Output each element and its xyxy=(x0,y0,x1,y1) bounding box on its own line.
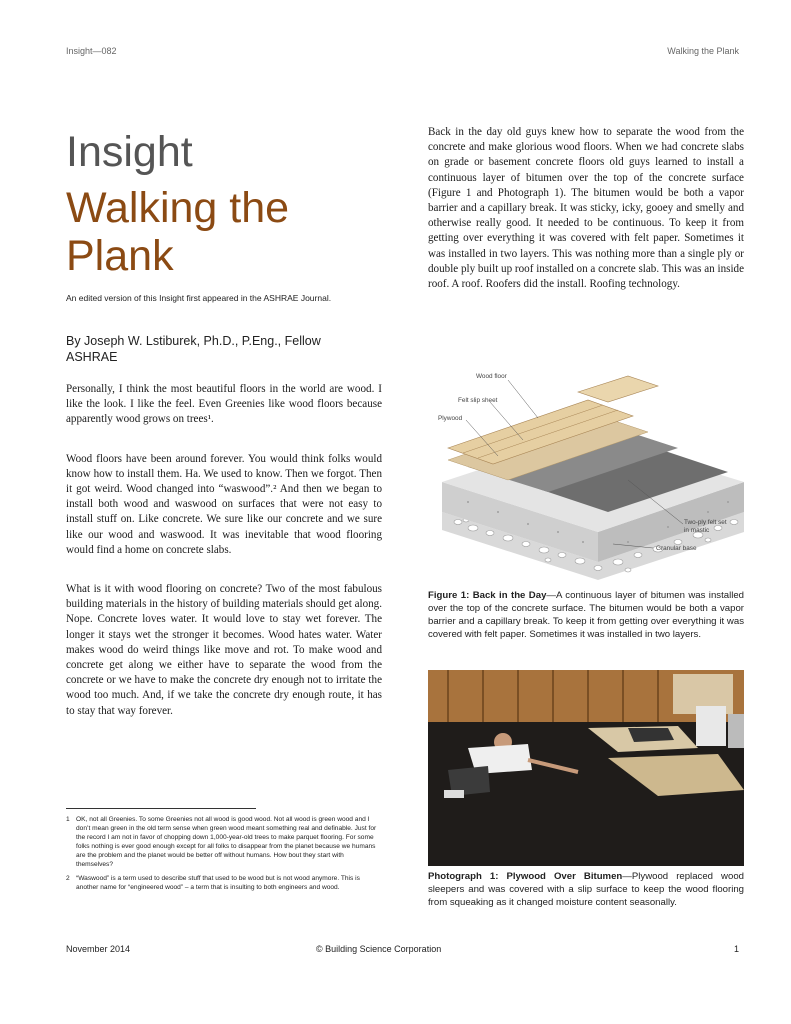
footnote-divider xyxy=(66,808,256,809)
bucket xyxy=(696,706,726,746)
left-column xyxy=(66,382,382,743)
paragraph: Wood floors have been around forever. You would think folks would know how to install them. Ha. We used to know. Then we forgot. Then it got weird. Wood changed into “waswood”.² And then we began to install both wood and waswood on surfaces that were not easy to install stuff on. Like concrete. We sure like our concrete and we sure like our wood and waswood. It was inevitable that wood flooring would find a home on concrete slabs. xyxy=(66,452,382,556)
running-header-right: Walking the Plank xyxy=(667,46,739,56)
running-header-left: Insight—082 xyxy=(66,46,117,56)
caption-lead: Photograph 1: Plywood Over Bitumen xyxy=(428,871,623,882)
worker-shoe xyxy=(444,790,464,798)
article-title: Walking the Plank xyxy=(66,184,290,280)
caption-text: —Plywood replaced wood sleepers and was covered with a slip surface to keep the wood flooring from squeaking as it changed moisture content seasonally. xyxy=(428,871,744,908)
label-felt-slip-sheet: Felt slip sheet xyxy=(458,397,498,404)
footer-copyright: © Building Science Corporation xyxy=(316,944,442,954)
footnote xyxy=(66,815,382,869)
plywood-over-bitumen-photo xyxy=(428,670,744,866)
loose-board xyxy=(578,376,658,402)
footnote-number: 2 xyxy=(66,875,70,882)
footnote xyxy=(66,874,382,892)
caption-lead: Figure 1: Back in the Day xyxy=(428,590,547,601)
paragraph: Personally, I think the most beautiful floors in the world are wood. I like the look. I like the feel. Even Greenies like wood floors because apparently wood grows on trees¹. xyxy=(66,383,382,426)
paragraph: Back in the day old guys knew how to separate the wood from the concrete and make glorious wood floors. When we had concrete slabs on grade or basement concrete floors old guys learned to install a continuous layer of bitumen over the top of the concrete surface (Figure 1 and Photograph 1). The bitumen would be both a vapor barrier and a capillary break. It was sticky, icky, gooey and smelly and otherwise really good. It needed to be continuous. To keep it from getting over everything it was covered with felt paper. Sometimes it was installed in two layers. This was nothing more than a single ply or double ply built up roof installed on a concrete slab. This was an inside roof. A roof. Roofers did the install. Roofing technology. xyxy=(428,126,744,291)
series-title: Insight xyxy=(66,128,193,176)
right-column xyxy=(428,125,744,316)
felt-strip xyxy=(628,728,674,742)
photograph-1-caption xyxy=(428,870,744,909)
label-granular-base: Granular base xyxy=(656,545,697,552)
page-number: 1 xyxy=(734,944,740,954)
floor-assembly-illustration xyxy=(428,362,744,580)
footnote-text: “Waswood” is a term used to describe stuff that used to be wood but is not wood anymore. This is another name for “engineered wood” – a term that is insulting to both engineers and wood. xyxy=(76,875,360,891)
figure-1-caption xyxy=(428,589,744,641)
footnote-number: 1 xyxy=(66,816,70,823)
footnotes xyxy=(66,815,382,897)
figure-1-diagram xyxy=(428,362,744,580)
publication-note: An edited version of this Insight first appeared in the ASHRAE Journal. xyxy=(66,293,332,303)
footnote-text: OK, not all Greenies. To some Greenies not all wood is good wood. Not all wood is green wood and I don’t mean green in the old term sense when green wood meant something real and definable. Just for the record I am not in favor of chopping down 1,000-year-old trees to make parquet flooring. For some folks nothing is ever good enough except for all folks to disappear from the planet because we humans are the problem and the planet would be better off without humans. How bout they start with themselves? xyxy=(76,816,377,868)
label-two-ply-felt: Two-ply felt set in mastic xyxy=(684,519,727,534)
caption-text: —A continuous layer of bitumen was installed over the top of the concrete surface. The bitumen would be both a vapor barrier and a capillary break. To keep it from getting over everything it was covered with felt paper. Sometimes it was installed in two layers. xyxy=(428,590,745,640)
footer-date: November 2014 xyxy=(66,944,131,954)
photograph-1 xyxy=(428,670,744,866)
canister xyxy=(728,714,744,748)
author-byline: By Joseph W. Lstiburek, Ph.D., P.Eng., Fellow ASHRAE xyxy=(66,334,321,364)
paragraph: What is it with wood flooring on concrete? Two of the most fabulous building materials in the history of building materials should get along. Nope. Concrete loves water. It would love to stay wet forever. The longer it stays wet the stronger it becomes. Wood hates water. Water makes wood do weird things like move and rot. To make wood and concrete get along we either have to separate the wood from the concrete or we have to make the concrete dry enough not to irritate the wood too much. And, if we take the concrete dry enough route, it has to stay that way forever. xyxy=(66,583,382,717)
label-wood-floor: Wood floor xyxy=(476,373,507,380)
label-plywood: Plywood xyxy=(438,415,463,422)
